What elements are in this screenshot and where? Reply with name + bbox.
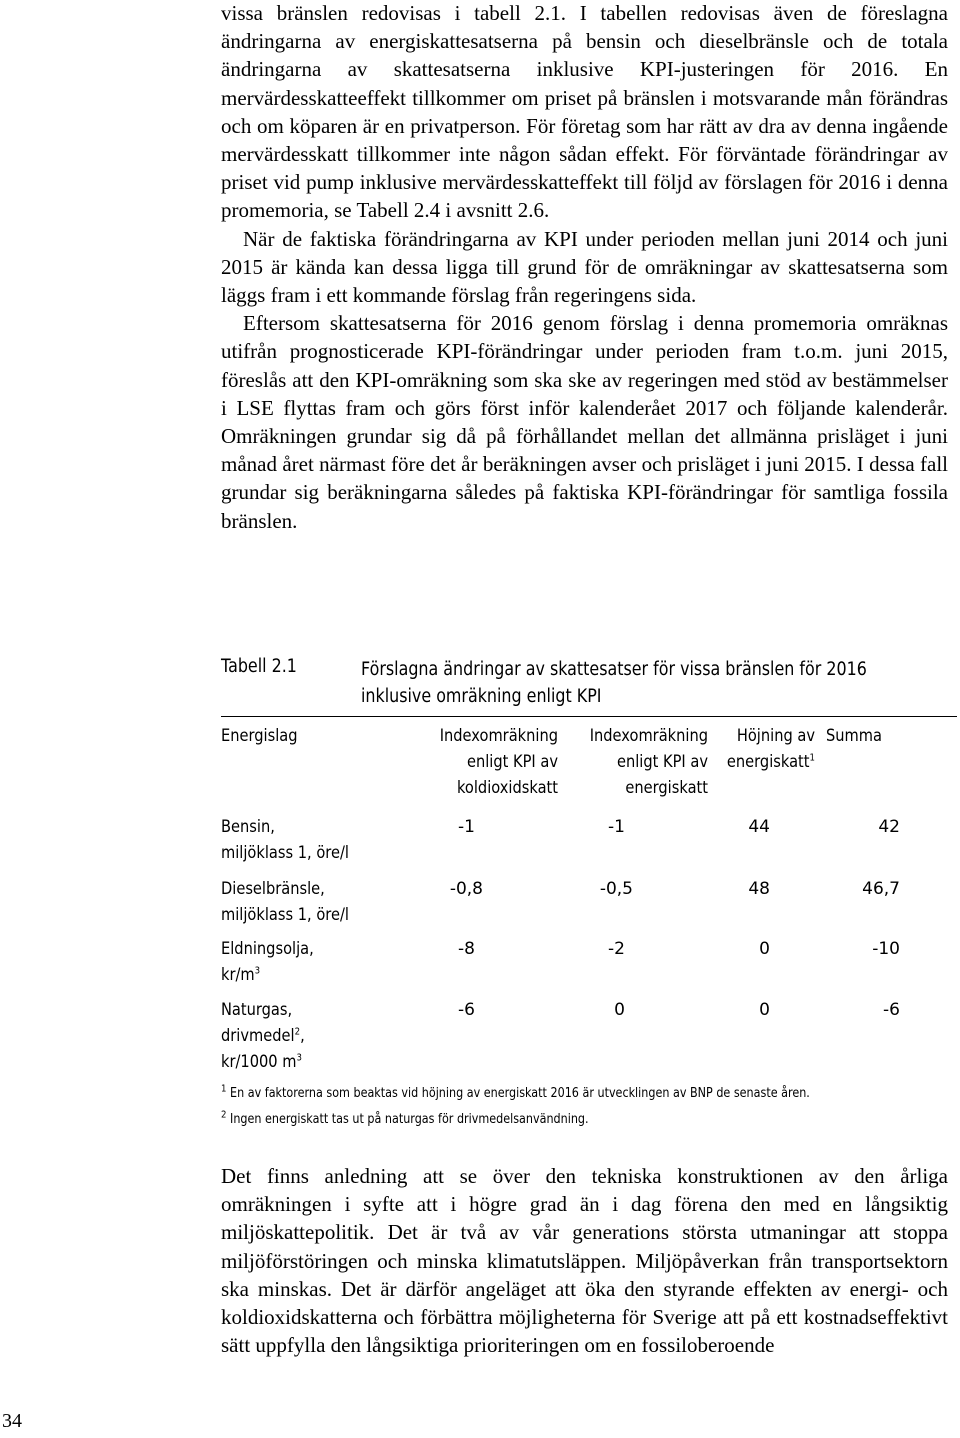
page-number: 34 <box>2 1410 22 1432</box>
cell-eldningsolja-hojning: 0 <box>759 939 770 959</box>
row-label-naturgas: Naturgas, drivmedel$^2$, kr/1000 $m^3$ <box>221 1000 305 1072</box>
cell-bensin-energi: -1 <box>608 817 625 837</box>
cell-bensin-hojning: 44 <box>748 817 770 837</box>
header-energislag: Energislag <box>221 726 298 746</box>
cell-naturgas-energi: 0 <box>614 1000 625 1020</box>
body-text-top <box>221 0 948 535</box>
paragraph-4: Det finns anledning att se över den tekniska konstruktionen av den årliga omräkningen i syfte att i högre grad än i dag förena den med en långsiktig miljöskattepolitik. Det är två av vår generations största utmaningar att stoppa miljöförstöringen och minska klimatutsläppen. Miljöpåverkan från transportsektorn ska minskas. Det är därför angeläget att öka den styrande effekten av energi- och koldioxidskatterna och förbättra möjligheterna för Sverige att på ett kostnadseffektivt sätt uppfylla den långsiktiga prioriteringen om en fossiloberoende <box>221 1164 948 1358</box>
paragraph-2: När de faktiska förändringarna av KPI under perioden mellan juni 2014 och juni 2015 är kända kan dessa ligga till grund för de omräkningar av skattesatserna som läggs fram i ett kommande förslag från regeringens sida. <box>221 226 948 308</box>
footnote-1: $^1$ En av faktorerna som beaktas vid höjning av energiskatt 2016 är utvecklingen av BNP de senaste åren. <box>221 1083 810 1101</box>
cell-naturgas-summa: -6 <box>883 1000 900 1020</box>
table-label: Tabell 2.1 <box>221 656 297 677</box>
cell-naturgas-hojning: 0 <box>759 1000 770 1020</box>
header-hojning: Höjning av energiskatt$^1$ <box>726 726 815 772</box>
footnote-2: $^2$ Ingen energiskatt tas ut på naturgas för drivmedelsanvändning. <box>221 1109 589 1127</box>
table-title: Förslagna ändringar av skattesatser för vissa bränslen för 2016 inklusive omräkning enligt KPI <box>361 659 867 707</box>
header-energiskatt-kpi: Indexomräkning enligt KPI av energiskatt <box>589 726 708 798</box>
paragraph-1: vissa bränslen redovisas i tabell 2.1. I tabellen redovisas även de föreslagna ändringarna av energiskattesatserna på bensin och dieselbränsle och de totala ändringarna av skattesatserna inklusive KPI-justeringen för 2016. En mervärdesskatteeffekt tillkommer om priset på bränslen i motsvarande mån förändras och om köparen är en privatperson. För företag som har rätt av dra av denna ingående mervärdesskatt tillkommer inte någon sådan effekt. För förväntade förändringar av priset vid pump inklusive mervärdesskatteffekt till följd av förslagen för 2016 i denna promemoria, se Tabell 2.4 i avsnitt 2.6. <box>221 1 948 223</box>
header-summa: Summa <box>826 726 882 746</box>
cell-diesel-koldioxid: -0,8 <box>449 879 483 899</box>
header-koldioxidskatt: Indexomräkning enligt KPI av koldioxidskatt <box>439 726 558 798</box>
paragraph-3: Eftersom skattesatserna för 2016 genom förslag i denna promemoria omräknas utifrån prognosticerade KPI-förändringar under perioden fram t.o.m. juni 2015, föreslås att den KPI-omräkning som ska ske av regeringen med stöd av bestämmelser i LSE flyttas fram och görs först inför kalenderået 2017 och följande kalenderår. Omräkningen grundar sig då på förhållandet mellan det allmänna prisläget i juni månad året närmast före det år beräkningen avser och prisläget i juni 2015. I dessa fall grundar sig beräkningarna således på faktiska KPI-förändringar för samtliga fossila bränslen. <box>221 311 948 533</box>
cell-eldningsolja-summa: -10 <box>872 939 900 959</box>
row-label-bensin: Bensin, miljöklass 1, öre/l <box>221 817 349 863</box>
cell-diesel-summa: 46,7 <box>862 879 900 899</box>
table-top-rule <box>221 716 957 717</box>
body-text-bottom <box>221 1162 948 1359</box>
cell-naturgas-koldioxid: -6 <box>458 1000 475 1020</box>
cell-diesel-hojning: 48 <box>748 879 770 899</box>
cell-bensin-koldioxid: -1 <box>458 817 475 837</box>
row-label-diesel: Dieselbränsle, miljöklass 1, öre/l <box>221 879 349 925</box>
cell-eldningsolja-energi: -2 <box>608 939 625 959</box>
footnote-ref-1: 1 <box>809 752 815 764</box>
cell-eldningsolja-koldioxid: -8 <box>458 939 475 959</box>
cell-bensin-summa: 42 <box>878 817 900 837</box>
row-label-eldningsolja: Eldningsolja, $kr/m^3$ <box>221 939 314 985</box>
cell-diesel-energi: -0,5 <box>599 879 633 899</box>
